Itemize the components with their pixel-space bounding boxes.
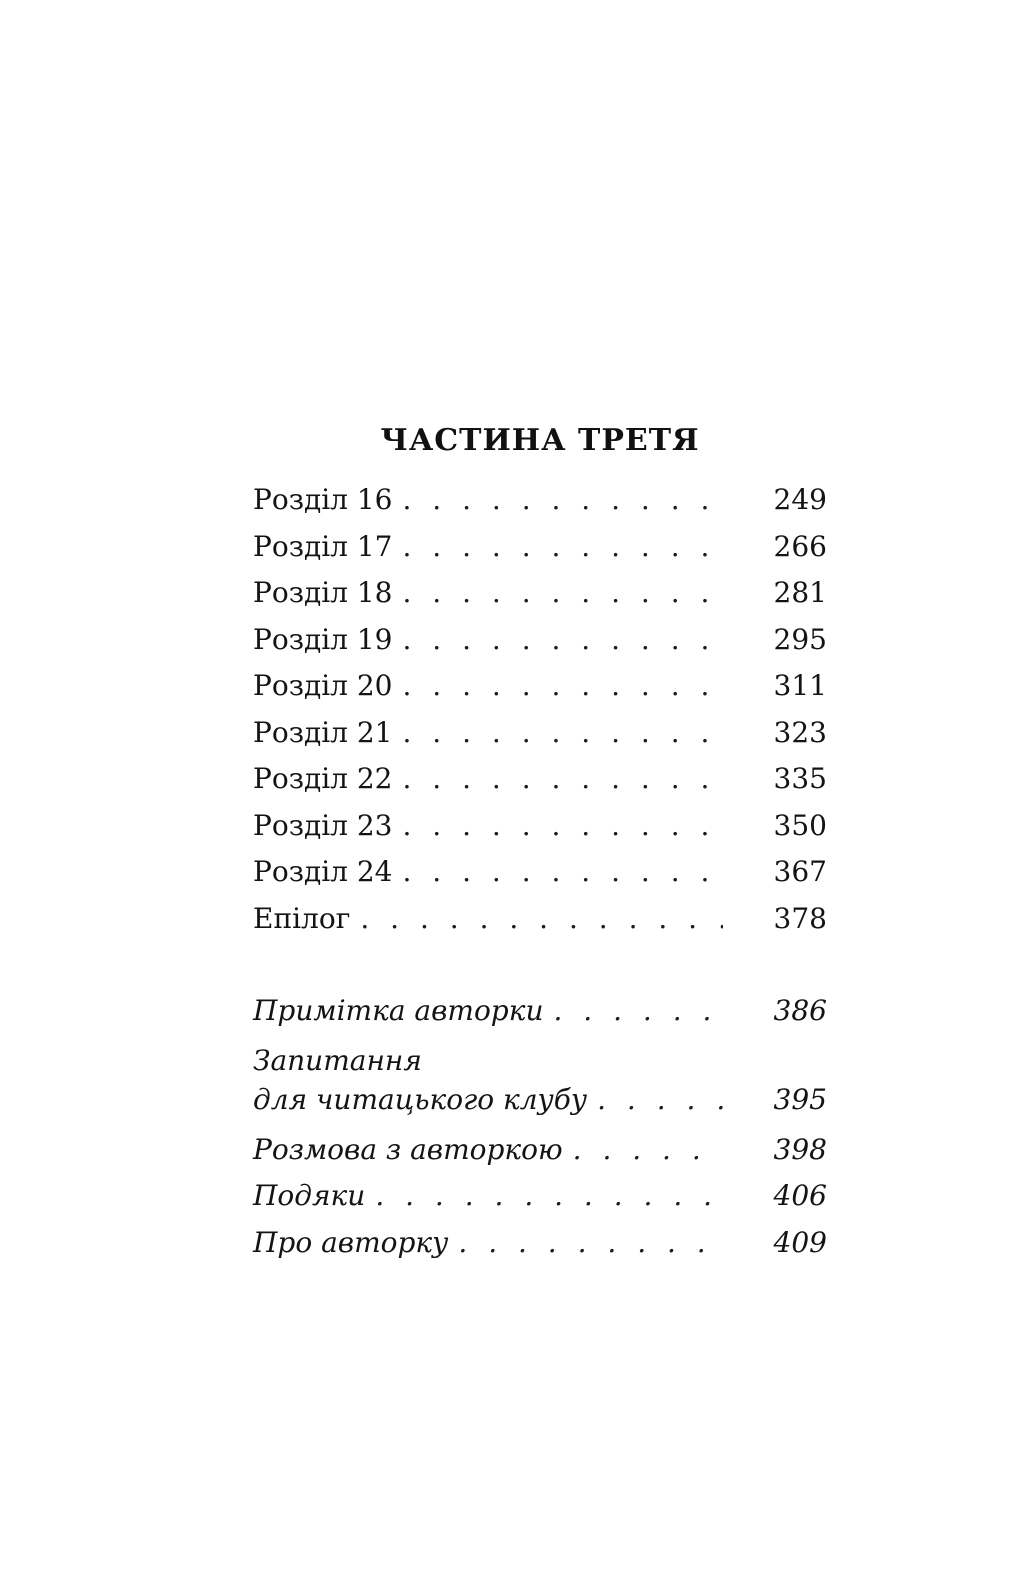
dot-leader: [375, 1173, 723, 1220]
toc-entry-chapter-16: [253, 477, 827, 524]
toc-entry-page-number: 367: [773, 855, 827, 888]
toc-entry-page-number: 350: [773, 808, 827, 842]
toc-entry-page-number: 266: [773, 529, 827, 563]
dot-leader: [458, 1220, 723, 1267]
dot-leader: [402, 617, 723, 664]
toc-entry-label: Розділ 23: [253, 808, 393, 842]
toc-entry-page-number: 409: [773, 1225, 827, 1259]
toc-entry-acknowledgements: [253, 1173, 827, 1220]
toc-entry-chapter-20: [253, 663, 827, 710]
chapter-list: [253, 477, 827, 942]
toc-entry-chapter-19: [253, 617, 827, 664]
dot-leader: [402, 663, 723, 710]
toc-entry-label: Розділ 22: [253, 762, 393, 795]
toc-entry-chapter-23: [253, 803, 827, 850]
toc-entry-label: Розділ 21: [253, 715, 393, 749]
toc-entry-page-number: 295: [773, 622, 827, 656]
toc-entry-chapter-21: [253, 710, 827, 757]
toc-entry-chapter-24: [253, 849, 827, 896]
toc-entry-page-number: 386: [773, 994, 827, 1027]
dot-leader: [402, 477, 723, 524]
toc-entry-page-number: 395: [773, 1082, 827, 1116]
toc-entry-author-conversation: [253, 1127, 827, 1174]
toc-entry-label: Розділ 17: [253, 529, 393, 563]
toc-entry-page-number: 398: [773, 1132, 827, 1166]
toc-entry-chapter-18: [253, 570, 827, 617]
toc-entry-chapter-17: [253, 524, 827, 571]
toc-entry-about-author: [253, 1220, 827, 1267]
toc-entry-authors-note: [253, 988, 827, 1035]
dot-leader: [402, 710, 723, 757]
toc-entry-label: Про авторку: [253, 1225, 449, 1259]
toc-entry-label: Примітка авторки: [253, 994, 544, 1027]
toc-entry-label: Розділ 18: [253, 576, 393, 609]
dot-leader: [402, 524, 723, 571]
part-heading: ЧАСТИНА ТРЕТЯ: [380, 423, 700, 458]
dot-leader: [573, 1127, 723, 1174]
toc-entry-page-number: 378: [773, 901, 827, 935]
toc-entry-epilogue: [253, 896, 827, 943]
toc-entry-label: Епілог: [253, 901, 351, 935]
dot-leader: [402, 849, 723, 896]
toc-entry-page-number: 311: [773, 669, 827, 702]
toc-entry-chapter-22: [253, 756, 827, 803]
dot-leader: [402, 803, 723, 850]
back-matter-list: [253, 988, 827, 1266]
dot-leader: [402, 756, 723, 803]
dot-leader: [597, 1080, 723, 1119]
dot-leader: [554, 988, 724, 1035]
toc-entry-label: Розділ 19: [253, 622, 393, 656]
dot-leader: [360, 896, 723, 943]
toc-entry-label: Розділ 20: [253, 669, 393, 702]
toc-entry-page-number: 249: [773, 483, 827, 516]
dot-leader: [402, 570, 723, 617]
toc-entry-book-club-questions: [253, 1035, 827, 1127]
toc-entry-label-line-1: Запитання: [253, 1043, 422, 1077]
toc-entry-label-line-2: для читацького клубу . . . 395: [253, 1080, 827, 1119]
toc-entry-page-number: 406: [773, 1179, 827, 1212]
toc-entry-page-number: 323: [773, 715, 827, 749]
toc-entry-label: Розмова з авторкою: [253, 1132, 563, 1166]
table-of-contents: [253, 422, 827, 1266]
toc-entry-label: Подяки: [253, 1179, 366, 1212]
toc-entry-page-number: 335: [773, 762, 827, 795]
toc-entry-label: Розділ 24: [253, 855, 393, 888]
toc-entry-label: Розділ 16: [253, 483, 393, 516]
toc-entry-page-number: 281: [773, 576, 827, 609]
